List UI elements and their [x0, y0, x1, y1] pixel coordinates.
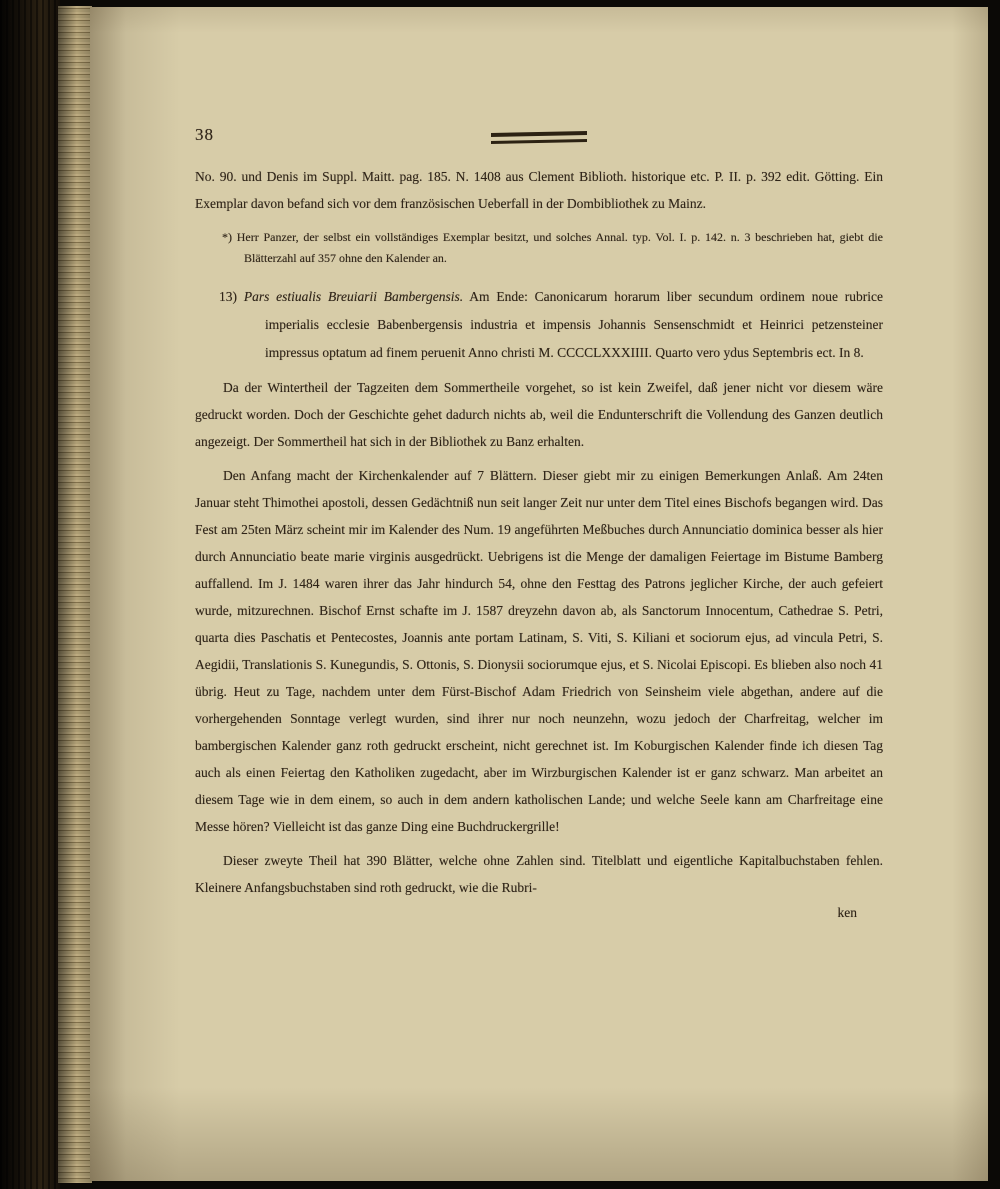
item-title: Pars estiualis Breuiarii Bambergensis.	[243, 289, 464, 304]
page-header	[195, 125, 883, 159]
footnote: *) Herr Panzer, der selbst ein vollständiges Exemplar besitzt, und solches Annal. typ. Vol. I. p. 142. n. 3 beschrieben hat, giebt die Blätterzahl auf 357 ohne den Kalender an.	[222, 230, 883, 265]
item-number: 13)	[219, 289, 244, 304]
paragraph-item-13	[195, 283, 883, 367]
paragraph-intro: No. 90. und Denis im Suppl. Maitt. pag. 185. N. 1408 aus Clement Biblioth. historique etc. P. II. p. 392 edit. Götting. Ein Exemplar davon befand sich vor dem französischen Ueberfall in der Dombibliothek zu Mainz.	[195, 169, 883, 211]
book-binding-edge	[0, 0, 60, 1189]
item-colophon-text: Am Ende: Canonicarum horarum liber secundum ordinem noue rubrice imperialis ecclesie Babenbergensis industria et impensis Johannis Sensenschmidt et Heinrici petzensteiner impressus optatum ad finem peruenit Anno christi M. CCCCLXXXIIII. Quarto vero ydus Septembris ect. In 8.	[265, 289, 884, 360]
text-block	[195, 125, 883, 921]
paragraph-final: Dieser zweyte Theil hat 390 Blätter, welche ohne Zahlen sind. Titelblatt und eigentliche Kapitalbuchstaben fehlen. Kleinere Anfangsbuchstaben sind roth gedruckt, wie die Rubri-	[195, 853, 883, 895]
catchword: ken	[837, 905, 857, 920]
paragraph-kirchenkalender: Den Anfang macht der Kirchenkalender auf 7 Blättern. Dieser giebt mir zu einigen Bemerkungen Anlaß. Am 24ten Januar steht Thimothei apostoli, dessen Gedächtniß nun seit langer Zeit nur unter dem Titel eines Bischofs begangen wird. Das Fest am 25ten März scheint mir im Kalender des Num. 19 angeführten Meßbuches durch Annunciatio dominica besser als hier durch Annunciatio beate marie virginis ausgedrückt. Uebrigens ist die Menge der damaligen Feiertage im Bistume Bamberg auffallend. Im J. 1484 waren ihrer das Jahr hindurch 54, ohne den Festtag des Patrons jeglicher Kirche, der auch gefeiert wurde, mitzurechnen. Bischof Ernst schafte im J. 1587 dreyzehn davon ab, als Sanctorum Innocentum, Cathedrae S. Petri, quarta dies Paschatis et Pentecostes, Joannis ante portam Latinam, S. Viti, S. Kiliani et sociorum ejus, ad vincula Petri, S. Aegidii, Translationis S. Kunegundis, S. Ottonis, S. Dionysii sociorumque ejus, et S. Nicolai Episcopi. Es blieben also noch 41 übrig. Heut zu Tage, nachdem unter dem Fürst-Bischof Adam Friedrich von Seinsheim viele abgethan, andere auf die vorhergehenden Sonntage verlegt wurden, sind ihrer nur noch neunzehn, wozu jedoch der Charfreitag, welcher im bambergischen Kalender ganz roth gedruckt erscheint, nicht gerechnet ist. Im Koburgischen Kalender finde ich diesen Tag auch als einen Feiertag den Katholiken zugedacht, aber im Wirzburgischen Kalender ist er ganz schwarz. Man arbeitet an diesem Tage wie in dem einem, so auch in dem andern katholischen Lande; und welche Seele kann am Charfreitage eine Messe hören? Vielleicht ist das ganze Ding eine Buchdruckergrille!	[195, 468, 883, 834]
book-page	[90, 7, 988, 1181]
header-rule-ornament	[491, 131, 587, 144]
page-number: 38	[195, 125, 214, 144]
page-fore-edges	[58, 6, 92, 1183]
paragraph-wintertheil: Da der Wintertheil der Tagzeiten dem Sommertheile vorgehet, so ist kein Zweifel, daß jener nicht vor diesem wäre gedruckt worden. Doch der Geschichte gehet dadurch nichts ab, weil die Endunterschrift die Vollendung des Ganzen deutlich angezeigt. Der Sommertheil hat sich in der Bibliothek zu Banz erhalten.	[195, 380, 883, 449]
